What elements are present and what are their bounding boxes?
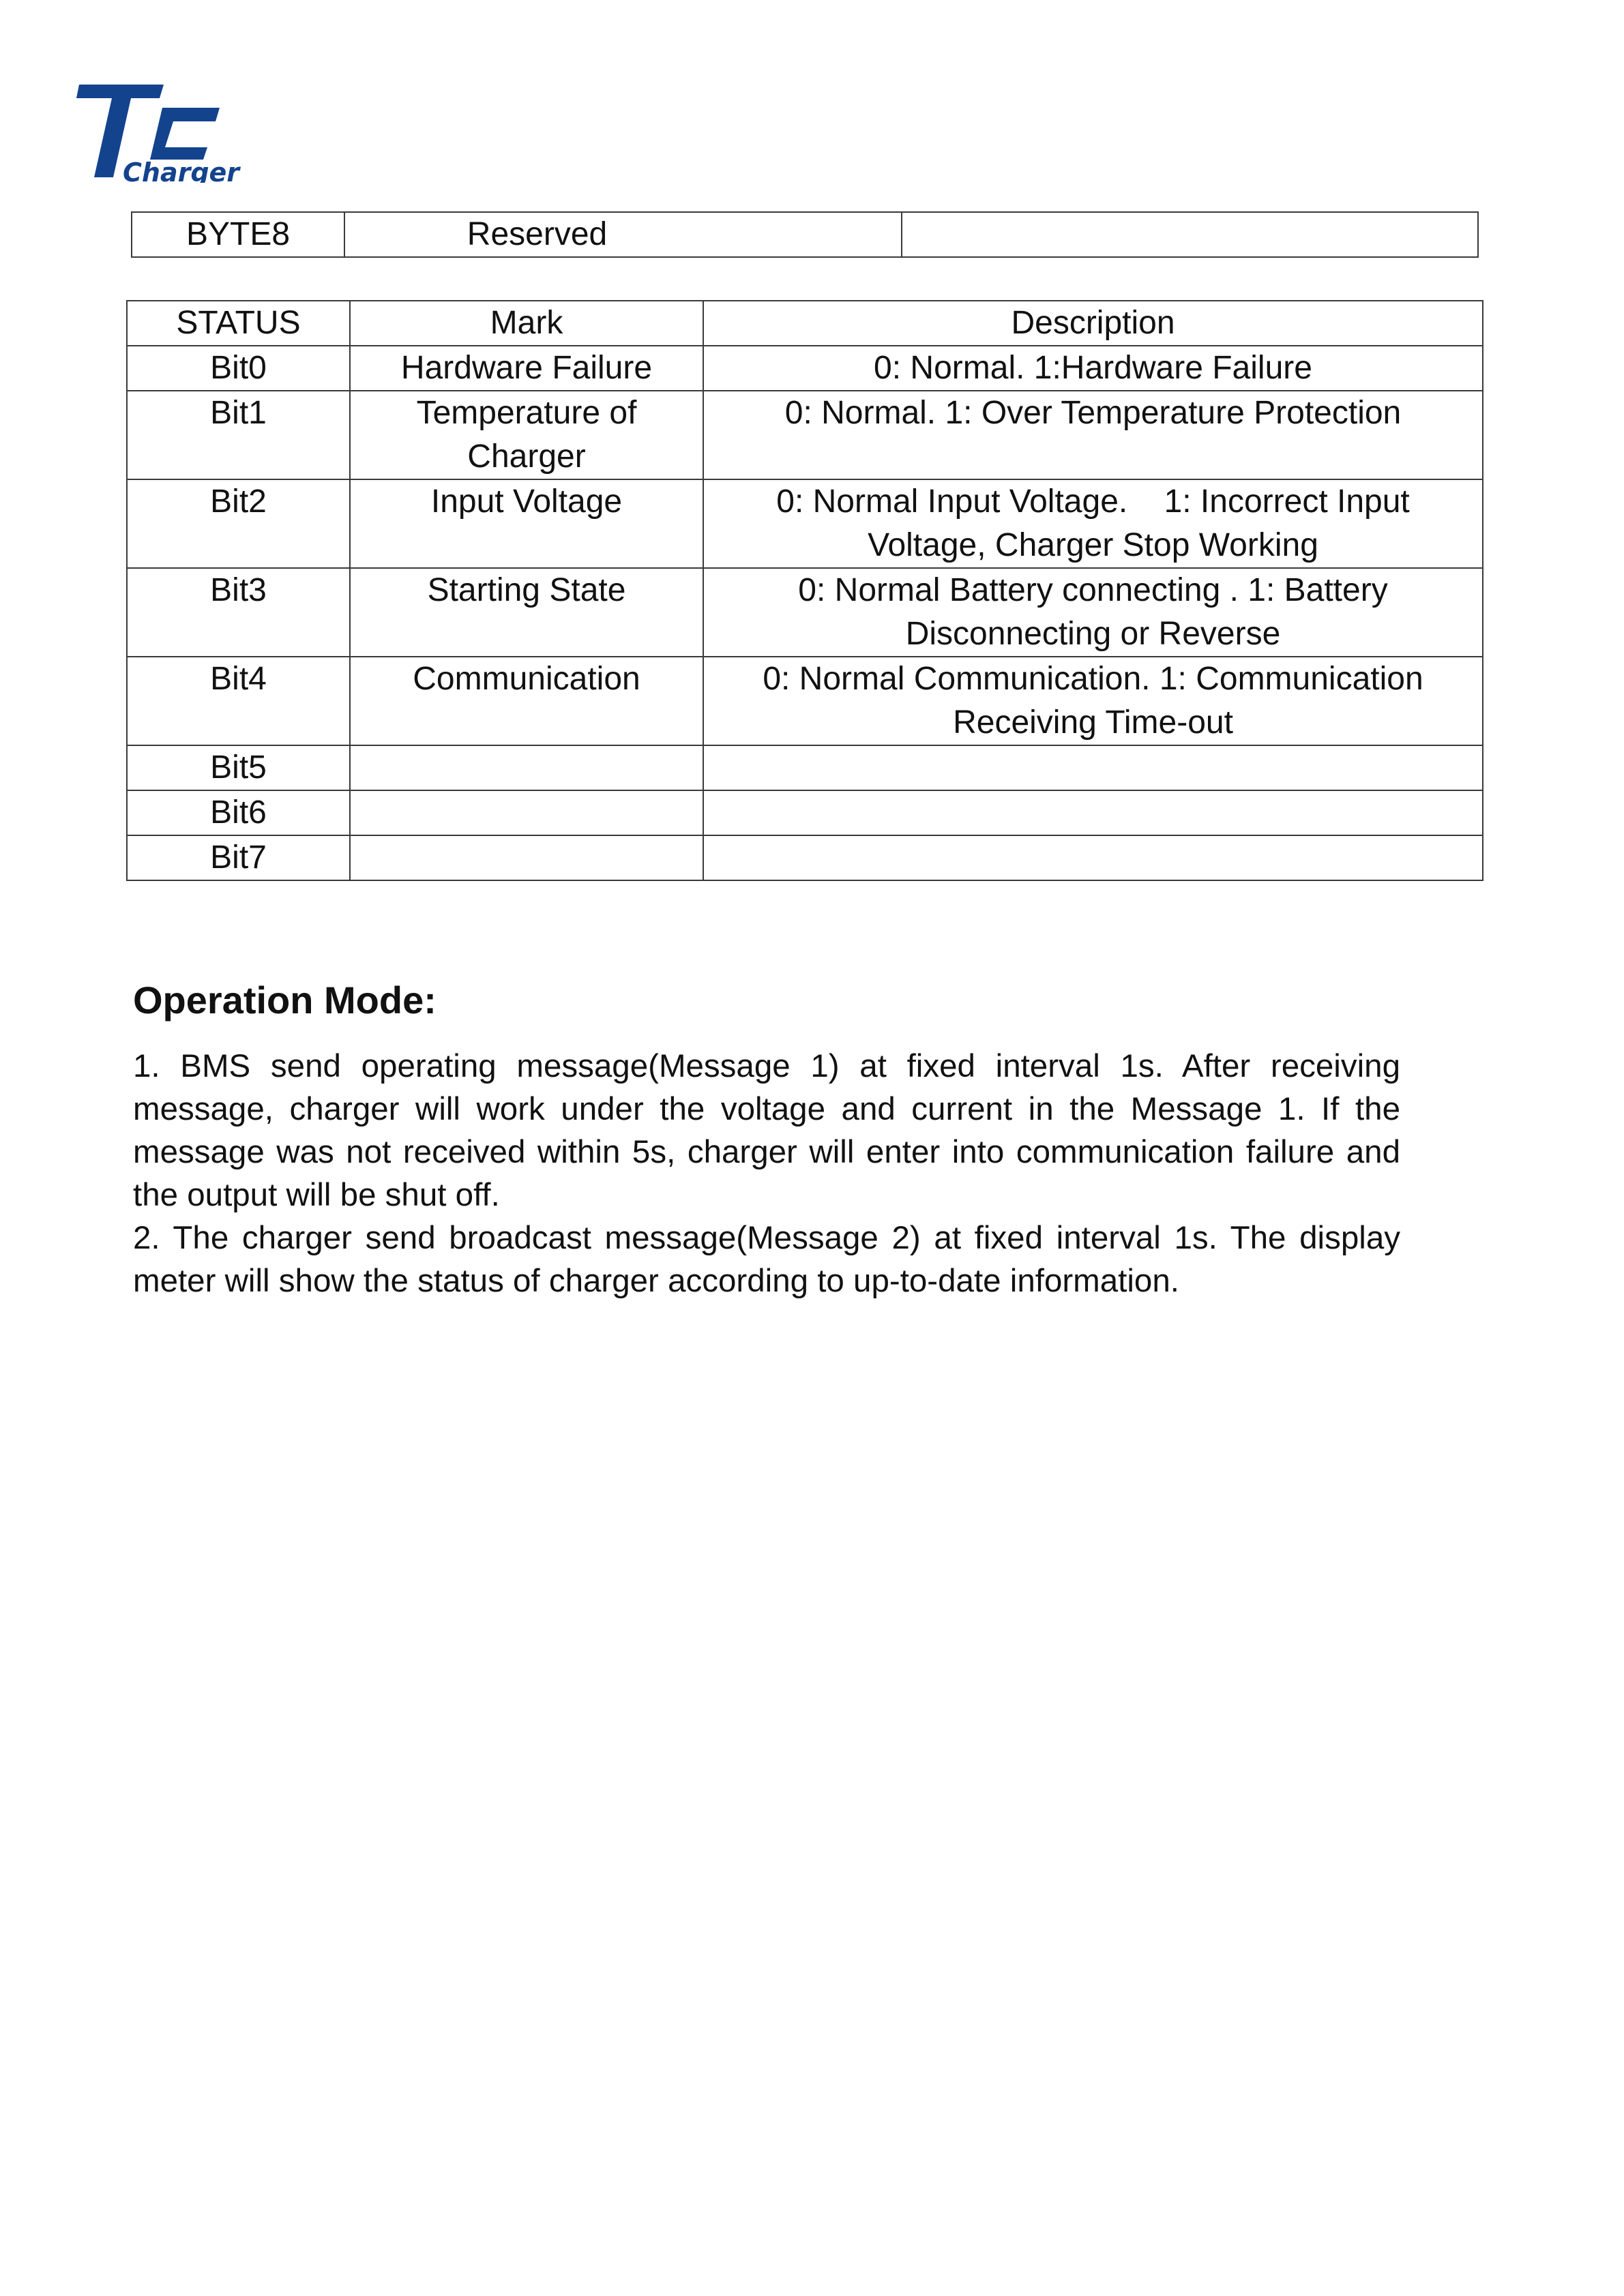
bit-cell: Bit6 [127, 790, 350, 835]
bit-cell: Bit5 [127, 745, 350, 790]
bit-cell: Bit7 [127, 835, 350, 880]
mark-cell: Input Voltage [350, 479, 703, 568]
description-cell: 0: Normal. 1:Hardware Failure [703, 346, 1483, 391]
bit-cell: Bit4 [127, 657, 350, 745]
mark-cell: Hardware Failure [350, 346, 703, 391]
description-cell: 0: Normal Input Voltage. 1: Incorrect Input Voltage, Charger Stop Working [703, 479, 1483, 568]
description-cell [703, 835, 1483, 880]
header-status: STATUS [127, 301, 350, 346]
table-row [127, 835, 1483, 880]
table-row [132, 212, 1478, 257]
mark-cell [350, 790, 703, 835]
byte-cell: BYTE8 [132, 212, 344, 257]
table-row [127, 657, 1483, 745]
bit-cell: Bit2 [127, 479, 350, 568]
mark-cell: Starting State [350, 568, 703, 657]
mark-cell: Temperature of Charger [350, 391, 703, 479]
bit-cell: Bit3 [127, 568, 350, 657]
operation-mode-heading: Operation Mode: [133, 979, 437, 1022]
table-row [127, 479, 1483, 568]
bit-cell: Bit1 [127, 391, 350, 479]
logo-word: Charger [123, 158, 240, 183]
table-row [127, 568, 1483, 657]
table-row [127, 790, 1483, 835]
byte-content-cell: Reserved [344, 212, 902, 257]
description-cell: 0: Normal Communication. 1: Communication Receiving Time-out [703, 657, 1483, 745]
operation-mode-paragraph-1: 1. BMS send operating message(Message 1) at fixed interval 1s. After receiving message, charger will work under the voltage and current in the Message 1. If the message was not received within 5s, charger will enter into communication failure and the output will be shut off. [133, 1048, 1400, 1213]
header-description: Description [703, 301, 1483, 346]
byte-table [131, 211, 1479, 258]
status-table [126, 300, 1483, 881]
description-cell: 0: Normal. 1: Over Temperature Protection [703, 391, 1483, 479]
table-row [127, 745, 1483, 790]
byte-extra-cell [902, 212, 1478, 257]
tc-charger-logo [74, 80, 258, 183]
tc-logo-mark [74, 80, 258, 183]
description-cell [703, 745, 1483, 790]
description-cell [703, 790, 1483, 835]
header-mark: Mark [350, 301, 703, 346]
operation-mode-paragraph-2: 2. The charger send broadcast message(Message 2) at fixed interval 1s. The display meter will show the status of charger according to up-to-date information. [133, 1220, 1400, 1299]
table-row [127, 391, 1483, 479]
table-header-row [127, 301, 1483, 346]
table-row [127, 346, 1483, 391]
mark-cell: Communication [350, 657, 703, 745]
description-cell: 0: Normal Battery connecting . 1: Battery Disconnecting or Reverse [703, 568, 1483, 657]
bit-cell: Bit0 [127, 346, 350, 391]
mark-cell [350, 745, 703, 790]
mark-cell [350, 835, 703, 880]
